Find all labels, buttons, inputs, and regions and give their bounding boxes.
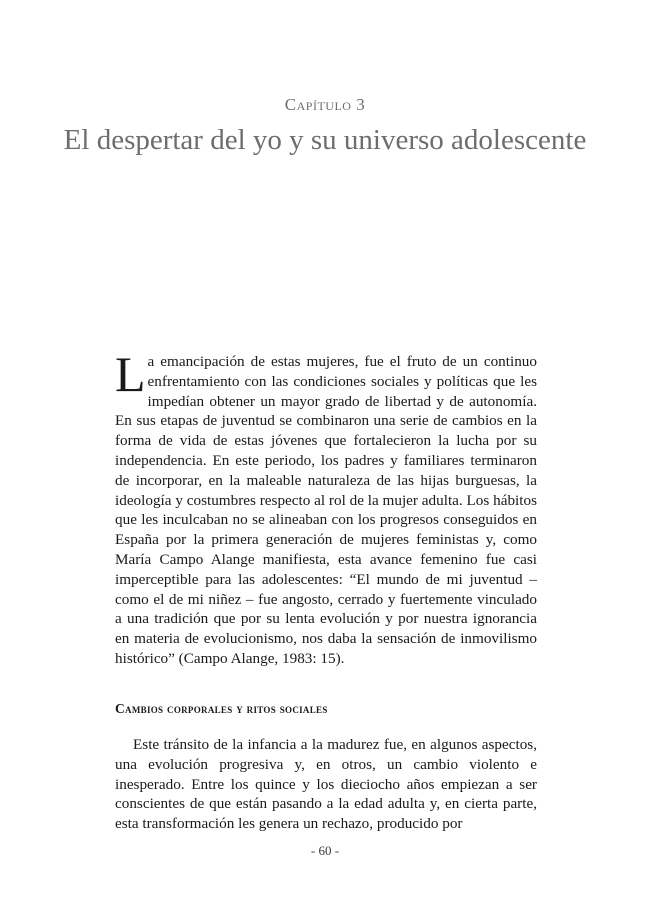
chapter-label: Capítulo 3: [284, 95, 366, 114]
chapter-title: El despertar del yo y su universo adolescente: [63, 124, 587, 156]
opening-paragraph: [115, 346, 537, 669]
section-heading: Cambios corporales y ritos sociales: [115, 701, 328, 716]
page-number: - 60 -: [310, 843, 340, 858]
opening-paragraph-text: a emancipación de estas mujeres, fue el fruto de un continuo enfrentamiento con las condiciones sociales y políticas que les impedían obtener un mayor grado de libertad y de autonomía. En sus etapas de juventud se combinaron una serie de cambios en la forma de vida de estas jóvenes que fortalecieron la lucha por su independencia. En este periodo, los padres y familiares terminaron de incorporar, en la maleable naturaleza de las hijas burguesas, la ideología y costumbres respecto al rol de la mujer adulta. Los hábitos que les inculcaban no se alineaban con los progresos conseguidos en España por la primera generación de mujeres feministas y, como María Campo Alange manifiesta, esta avance femenino fue casi imperceptible para las adolescentes: “El mundo de mi juventud – como el de mi niñez – fue angosto, cerrado y fuertemente vinculado a una tradición que por su lenta evolución y por nuestra ignorancia en materia de evolucionismo, nos daba la sensación de inmovilismo histórico” (Campo Alange, 1983: 15).: [115, 353, 537, 667]
section-paragraph: Este tránsito de la infancia a la madurez fue, en algunos aspectos, una evolución progresiva y, en otros, un cambio violento e inesperado. Entre los quince y los dieciocho años empiezan a ser conscientes de que están pasando a la edad adulta y, en cierta parte, esta transformación les genera un rechazo, producido por: [115, 736, 537, 833]
drop-cap: L: [115, 346, 146, 402]
